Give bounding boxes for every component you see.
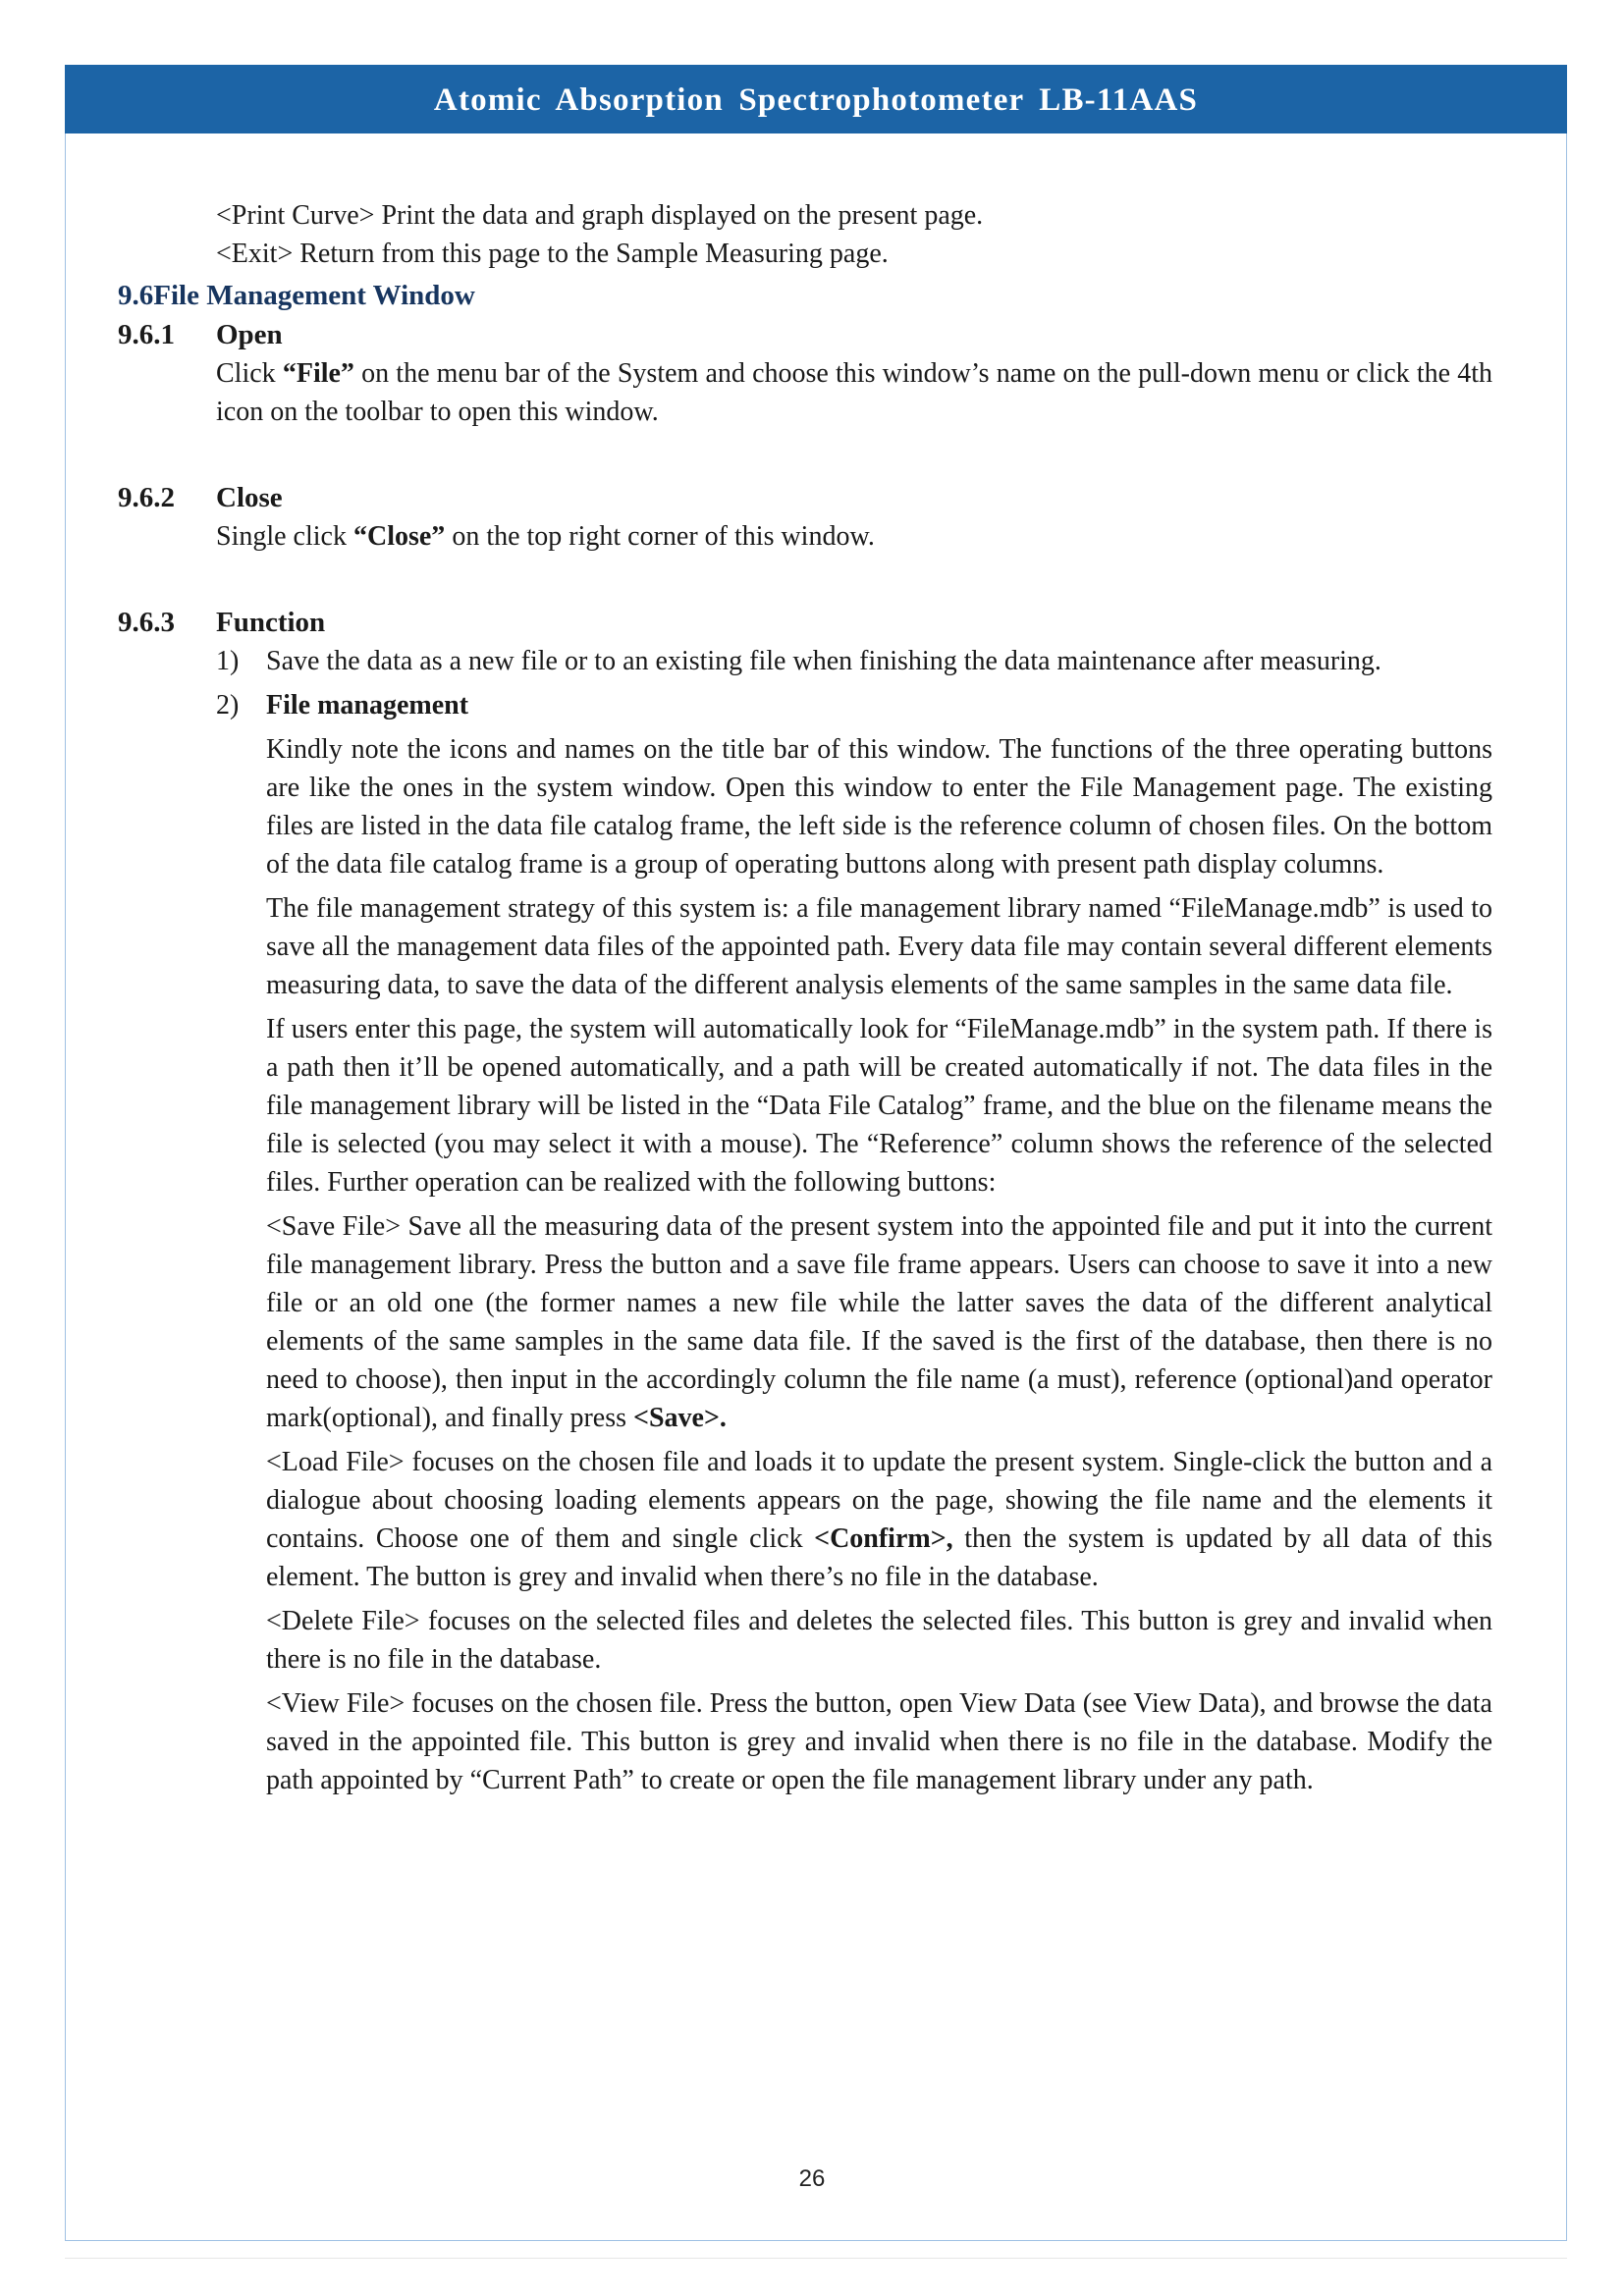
subsection-title: Open bbox=[216, 319, 283, 350]
exit-line: <Exit> Return from this page to the Sample Measuring page. bbox=[216, 239, 889, 269]
subsection-function-heading bbox=[118, 603, 1492, 642]
subsection-title: Function bbox=[216, 607, 326, 638]
list-number: 1) bbox=[216, 646, 240, 676]
text-run: then the system is updated by all data of this element. The button is grey and invalid when there’s no file in the database. bbox=[266, 1523, 1492, 1592]
subsection-number: 9.6.1 bbox=[118, 319, 175, 350]
subsection-number: 9.6.2 bbox=[118, 482, 175, 513]
file-management-paragraph: Kindly note the icons and names on the title bar of this window. The functions of the three operating buttons are like the ones in the system window. Open this window to enter the File Management page. The existing files are listed in the data file catalog frame, the left side is the reference column of chosen files. On the bottom of the data file catalog frame is a group of operating buttons along with present path display columns. bbox=[266, 734, 1492, 880]
delete-file-paragraph: <Delete File> focuses on the selected files and deletes the selected files. This button is grey and invalid when there is no file in the database. bbox=[266, 1606, 1492, 1675]
document-header-banner: Atomic Absorption Spectrophotometer LB-11AAS bbox=[65, 65, 1567, 133]
list-item bbox=[216, 642, 1492, 680]
section-number: 9.6 bbox=[118, 280, 154, 311]
subsection-close-heading bbox=[118, 478, 1492, 517]
open-paragraph bbox=[216, 354, 1492, 431]
section-heading bbox=[118, 276, 1492, 315]
list-title: File management bbox=[266, 690, 469, 721]
subsection-title: Close bbox=[216, 482, 283, 513]
close-paragraph bbox=[216, 517, 1492, 556]
text-run: <Load File> focuses on the chosen file and loads it to update the present system. Single-click the button and a dialogue about choosing loading elements appears on the page, showing the file name and the elements it contains. Choose one of them and single click bbox=[266, 1447, 1492, 1554]
view-file-paragraph: <View File> focuses on the chosen file. Press the button, open View Data (see View Data), and browse the data saved in the appointed file. This button is grey and invalid when there is no file in the database. Modify the path appointed by “Current Path” to create or open the file management library under any path. bbox=[266, 1688, 1492, 1795]
enter-page-paragraph: If users enter this page, the system will automatically look for “FileManage.mdb” in the system path. If there is a path then it’ll be opened automatically, and a path will be created automatically if not. The data files in the file management library will be listed in the “Data File Catalog” frame, and the blue on the filename means the file is selected (you may select it with a mouse). The “Reference” column shows the reference of the selected files. Further operation can be realized with the following buttons: bbox=[266, 1014, 1492, 1198]
text-run: on the top right corner of this window. bbox=[445, 521, 875, 552]
text-run: Click bbox=[216, 358, 283, 389]
list-number: 2) bbox=[216, 690, 240, 721]
list-item bbox=[216, 686, 1492, 724]
text-run: <Save File> Save all the measuring data of the present system into the appointed file and put it into the current file management library. Press the button and a save file frame appears. Users can choose to save it into a new file or an old one (the former names a new file while the latter saves the data of the different analytical elements of the same samples in the same data file. If the saved is the first of the database, then there is no need to choose), then input in the accordingly column the file name (a must), reference (optional)and operator mark(optional), and finally press bbox=[266, 1211, 1492, 1433]
subsection-open-heading bbox=[118, 315, 1492, 354]
section-title: File Management Window bbox=[153, 280, 475, 311]
print-curve-line: <Print Curve> Print the data and graph displayed on the present page. bbox=[216, 200, 984, 231]
save-file-paragraph bbox=[266, 1207, 1492, 1437]
list-text: Save the data as a new file or to an existing file when finishing the data maintenance after measuring. bbox=[266, 646, 1381, 676]
bold-run: <Save>. bbox=[633, 1403, 727, 1433]
text-run: on the menu bar of the System and choose this window’s name on the pull-down menu or click the 4th icon on the toolbar to open this window. bbox=[216, 358, 1492, 427]
page-content bbox=[118, 196, 1492, 1799]
page-number: 26 bbox=[798, 2165, 826, 2192]
bold-run: “File” bbox=[282, 358, 354, 389]
bold-run: <Confirm>, bbox=[814, 1523, 953, 1554]
bottom-divider bbox=[65, 2258, 1567, 2259]
bold-run: “Close” bbox=[352, 521, 446, 552]
strategy-paragraph: The file management strategy of this system is: a file management library named “FileManage.mdb” is used to save all the management data files of the appointed path. Every data file may contain several different elements measuring data, to save the data of the different analysis elements of the same samples in the same data file. bbox=[266, 893, 1492, 1000]
subsection-number: 9.6.3 bbox=[118, 607, 175, 638]
load-file-paragraph bbox=[266, 1443, 1492, 1596]
text-run: Single click bbox=[216, 521, 353, 552]
